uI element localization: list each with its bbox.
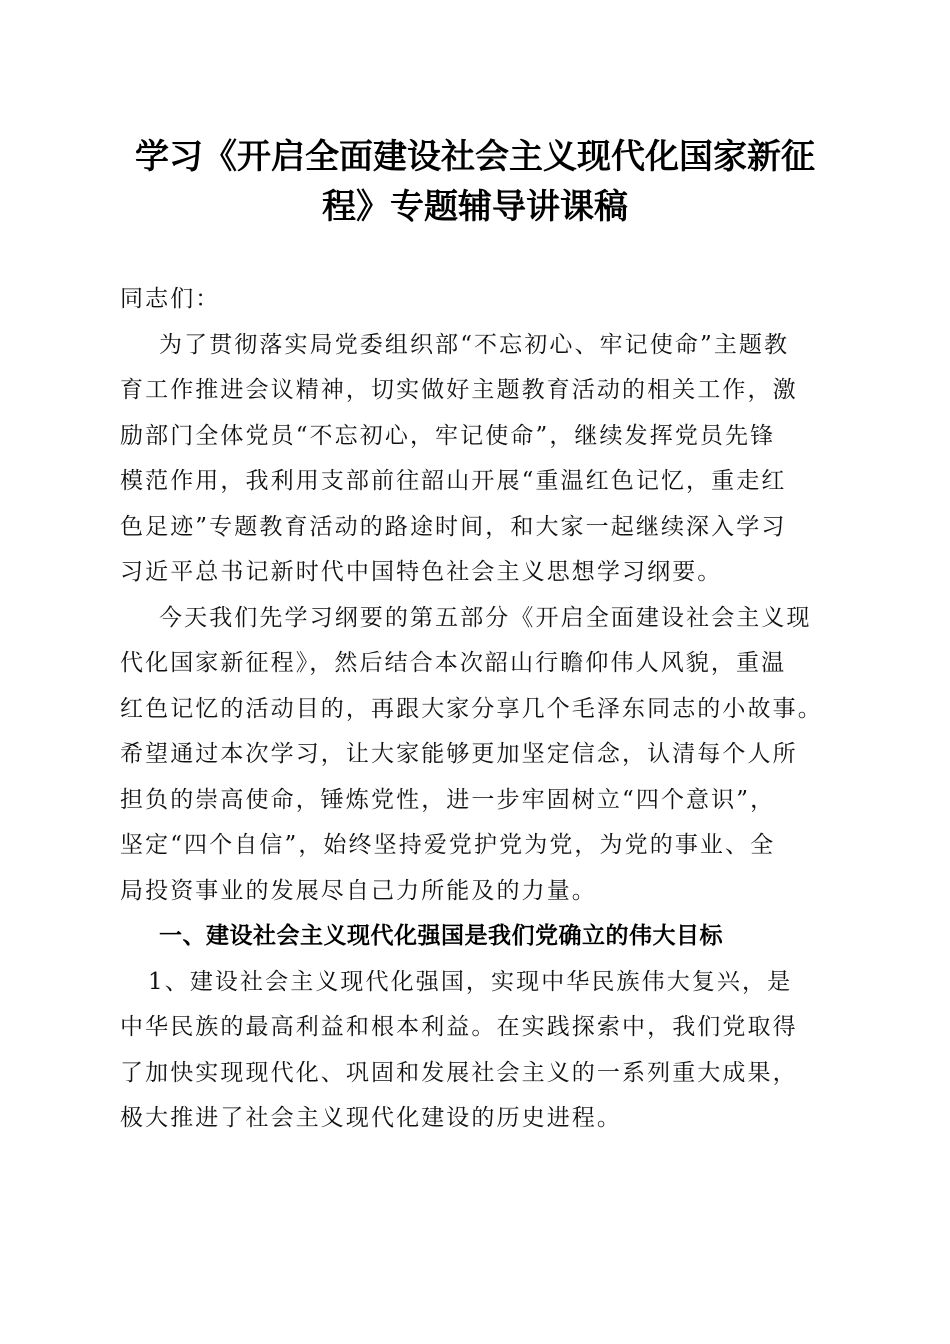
title-line-1: 学习《开启全面建设社会主义现代化国家新征 (135, 137, 815, 177)
paragraph-line: 励部门全体党员“不忘初心，牢记使命”，继续发挥党员先锋 (120, 422, 776, 449)
paragraph-line: 希望通过本次学习，让大家能够更加坚定信念，认清每个人所 (120, 741, 798, 767)
paragraph-line: 局投资事业的发展尽自己力所能及的力量。 (120, 877, 597, 904)
paragraph-line: 模范作用，我利用支部前往韶山开展“重温红色记忆，重走红 (120, 468, 787, 494)
paragraph-line: 1、建设社会主义现代化强国，实现中华民族伟大复兴，是 (148, 968, 793, 995)
paragraph-1 (120, 323, 840, 596)
paragraph-line: 担负的崇高使命，锤炼党性，进一步牢固树立“四个意识”， (120, 786, 776, 813)
paragraph-line: 极大推进了社会主义现代化建设的历史进程。 (120, 1105, 622, 1131)
title-line-2: 程》专题辅导讲课稿 (322, 187, 628, 227)
paragraph-line: 为了贯彻落实局党委组织部“不忘初心、牢记使命”主题教 (159, 331, 790, 358)
paragraph-line: 育工作推进会议精神，切实做好主题教育活动的相关工作，激 (120, 377, 798, 403)
paragraph-line: 中华民族的最高利益和根本利益。在实践探索中，我们党取得 (120, 1014, 798, 1040)
paragraph-line: 代化国家新征程》，然后结合本次韶山行瞻仰伟人风貌，重温 (120, 650, 787, 676)
section-heading-1: 一、建设社会主义现代化强国是我们党确立的伟大目标 (159, 923, 723, 949)
paragraph-line: 了加快实现现代化、巩固和发展社会主义的一系列重大成果， (120, 1059, 798, 1086)
paragraph-3 (120, 960, 840, 1142)
paragraph-line: 红色记忆的活动目的，再跟大家分享几个毛泽东同志的小故事。 (120, 695, 823, 722)
paragraph-2 (120, 596, 840, 915)
paragraph-line: 今天我们先学习纲要的第五部分《开启全面建设社会主义现 (159, 604, 812, 631)
paragraph-line: 色足迹”专题教育活动的路途时间，和大家一起继续深入学习 (120, 513, 787, 540)
paragraph-line: 习近平总书记新时代中国特色社会主义思想学习纲要。 (120, 559, 723, 585)
document-body (120, 277, 840, 1142)
page-title (112, 132, 838, 232)
salutation: 同志们： (120, 286, 221, 312)
paragraph-line: 坚定“四个自信”，始终坚持爱党护党为党，为党的事业、全 (120, 832, 776, 858)
